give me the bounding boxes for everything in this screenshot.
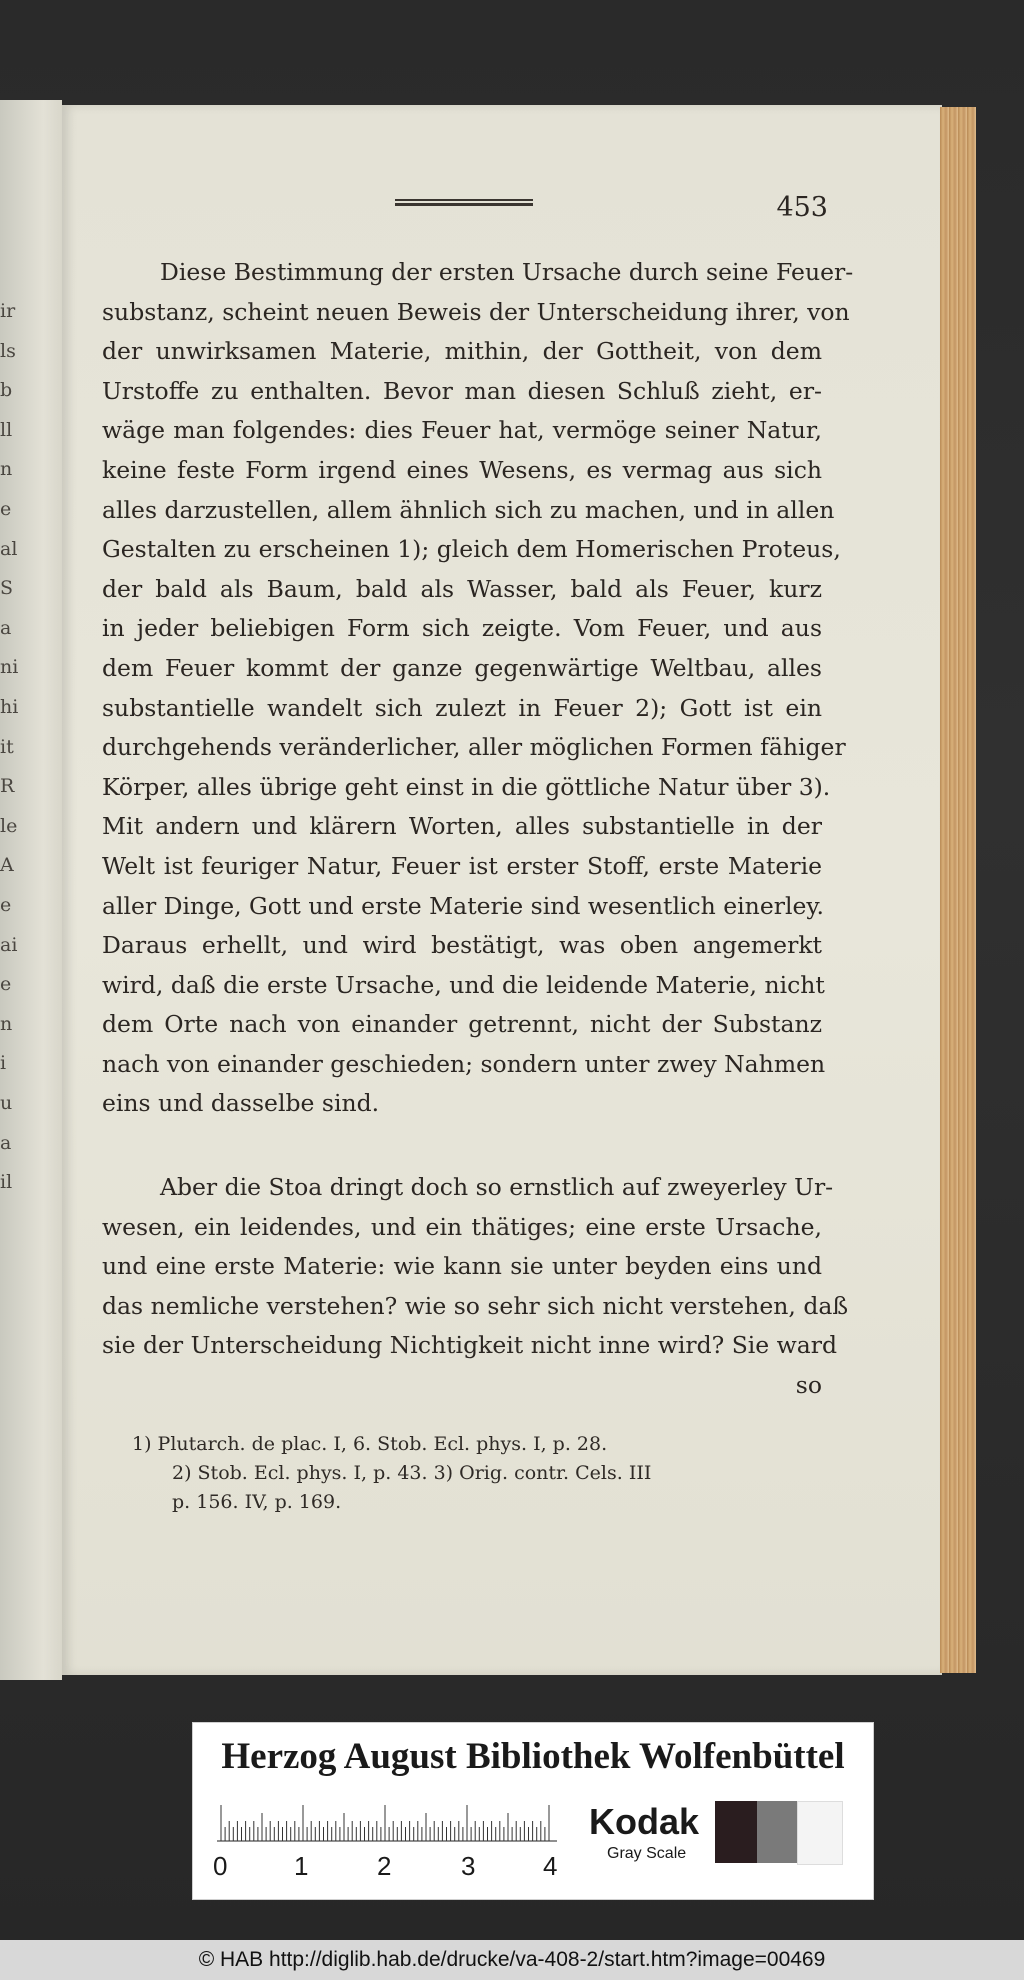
text-line: Aber die Stoa dringt doch so ernstlich auf zweyerley Ur-	[160, 1173, 834, 1201]
previous-page-fragment: n	[0, 1012, 13, 1035]
footnote-line: 2) Stob. Ecl. phys. I, p. 43. 3) Orig. contr. Cels. III	[172, 1462, 652, 1484]
previous-page-fragment: S	[0, 577, 14, 600]
text-line: substantielle wandelt sich zulezt in Feuer 2); Gott ist ein	[102, 693, 822, 722]
scale-number: 3	[461, 1851, 476, 1881]
color-target-card	[192, 1722, 874, 1900]
scale-number: 1	[294, 1851, 309, 1881]
previous-page-fragment: a	[0, 1131, 12, 1154]
previous-page-fragment: u	[0, 1092, 13, 1114]
previous-page-fragment: b	[0, 379, 13, 402]
text-line: das nemliche verstehen? wie so sehr sich nicht verstehen, daß	[102, 1291, 849, 1320]
paragraph-2	[102, 1168, 849, 1406]
gray-swatch	[757, 1801, 797, 1863]
previous-page-fragment: ls	[0, 339, 16, 362]
previous-page-fragment: il	[0, 1171, 13, 1194]
scale-ruler	[217, 1805, 557, 1843]
white-swatch	[797, 1801, 843, 1865]
scale-number: 2	[377, 1851, 392, 1881]
text-line: Welt ist feuriger Natur, Feuer ist erster Stoff, erste Materie	[102, 851, 822, 880]
text-line: eins und dasselbe sind.	[102, 1089, 380, 1118]
previous-page-fragment: al	[0, 537, 18, 560]
footnote-line: p. 156. IV, p. 169.	[172, 1491, 342, 1513]
previous-page-fragment: ni	[0, 656, 19, 679]
footnote-line: 1) Plutarch. de plac. I, 6. Stob. Ecl. phys. I, p. 28.	[132, 1433, 608, 1455]
paragraph-1	[102, 253, 854, 1124]
black-swatch	[715, 1801, 757, 1863]
text-line: durchgehends veränderlicher, aller möglichen Formen fähiger	[102, 733, 846, 762]
text-line: der bald als Baum, bald als Wasser, bald als Feuer, kurz	[102, 574, 822, 603]
previous-page-fragment: it	[0, 735, 14, 758]
text-line: sie der Unterscheidung Nichtigkeit nicht inne wird? Sie ward	[102, 1331, 838, 1360]
text-line: dem Orte nach von einander getrennt, nicht der Substanz	[102, 1010, 822, 1039]
text-line: Mit andern und klärern Worten, alles substantielle in der	[102, 812, 822, 841]
text-line: wird, daß die erste Ursache, und die leidende Materie, nicht	[102, 970, 825, 999]
kodak-logo: Kodak	[589, 1801, 700, 1842]
previous-page-fragment: a	[0, 616, 12, 639]
page-number: 453	[776, 192, 828, 223]
gray-scale-label: Gray Scale	[607, 1845, 687, 1862]
text-line: wesen, ein leidendes, und ein thätiges; eine erste Ursache,	[102, 1212, 822, 1241]
text-line: Urstoffe zu enthalten. Bevor man diesen Schluß zieht, er-	[102, 376, 822, 405]
credit-bar	[0, 1940, 1024, 1980]
previous-page-edge	[0, 100, 62, 1680]
text-line: nach von einander geschieden; sondern unter zwey Nahmen	[102, 1049, 826, 1078]
text-line: Gestalten zu erscheinen 1); gleich dem Homerischen Proteus,	[102, 535, 841, 564]
previous-page-fragment: ll	[0, 418, 13, 441]
previous-page-fragment: ir	[0, 300, 16, 322]
text-line: keine feste Form irgend eines Wesens, es vermag aus sich	[102, 455, 822, 484]
text-line: aller Dinge, Gott und erste Materie sind wesentlich einerley.	[102, 891, 825, 920]
text-line: alles darzustellen, allem ähnlich sich zu machen, und in allen	[102, 495, 835, 524]
text-line: und eine erste Materie: wie kann sie unter beyden eins und	[102, 1252, 822, 1281]
previous-page-fragment: ai	[0, 933, 18, 956]
library-name: Herzog August Bibliothek Wolfenbüttel	[221, 1736, 845, 1777]
text-line: Diese Bestimmung der ersten Ursache durch seine Feuer-	[160, 258, 854, 286]
text-line: wäge man folgendes: dies Feuer hat, vermöge seiner Natur,	[102, 416, 822, 445]
previous-page-fragment: hi	[0, 696, 19, 718]
text-line: Daraus erhellt, und wird bestätigt, was oben angemerkt	[102, 931, 822, 960]
previous-page-fragment: e	[0, 498, 12, 520]
text-line: in jeder beliebigen Form sich zeigte. Vom Feuer, und aus	[102, 614, 822, 643]
previous-page-fragment: e	[0, 973, 12, 996]
previous-page-fragment: i	[0, 1052, 7, 1075]
previous-page-fragment: le	[0, 814, 18, 837]
header-rule	[395, 199, 533, 206]
catchword: so	[795, 1370, 822, 1399]
previous-page-fragment: n	[0, 458, 13, 481]
previous-page-fragment: e	[0, 894, 12, 916]
text-line: substanz, scheint neuen Beweis der Unterscheidung ihrer, von	[102, 297, 850, 326]
text-line: dem Feuer kommt der ganze gegenwärtige Weltbau, alles	[102, 653, 822, 682]
previous-page-fragment: R	[0, 775, 15, 798]
previous-page-fragment: A	[0, 854, 14, 877]
page-block-edge	[940, 107, 976, 1673]
credit-link[interactable]: © HAB http://diglib.hab.de/drucke/va-408-2/start.htm?image=00469	[198, 1948, 826, 1971]
text-line: Körper, alles übrige geht einst in die göttliche Natur über 3).	[102, 772, 831, 801]
footnotes	[132, 1430, 832, 1517]
scale-number: 0	[213, 1851, 228, 1881]
scale-number: 4	[543, 1851, 558, 1881]
text-line: der unwirksamen Materie, mithin, der Gottheit, von dem	[102, 337, 822, 366]
